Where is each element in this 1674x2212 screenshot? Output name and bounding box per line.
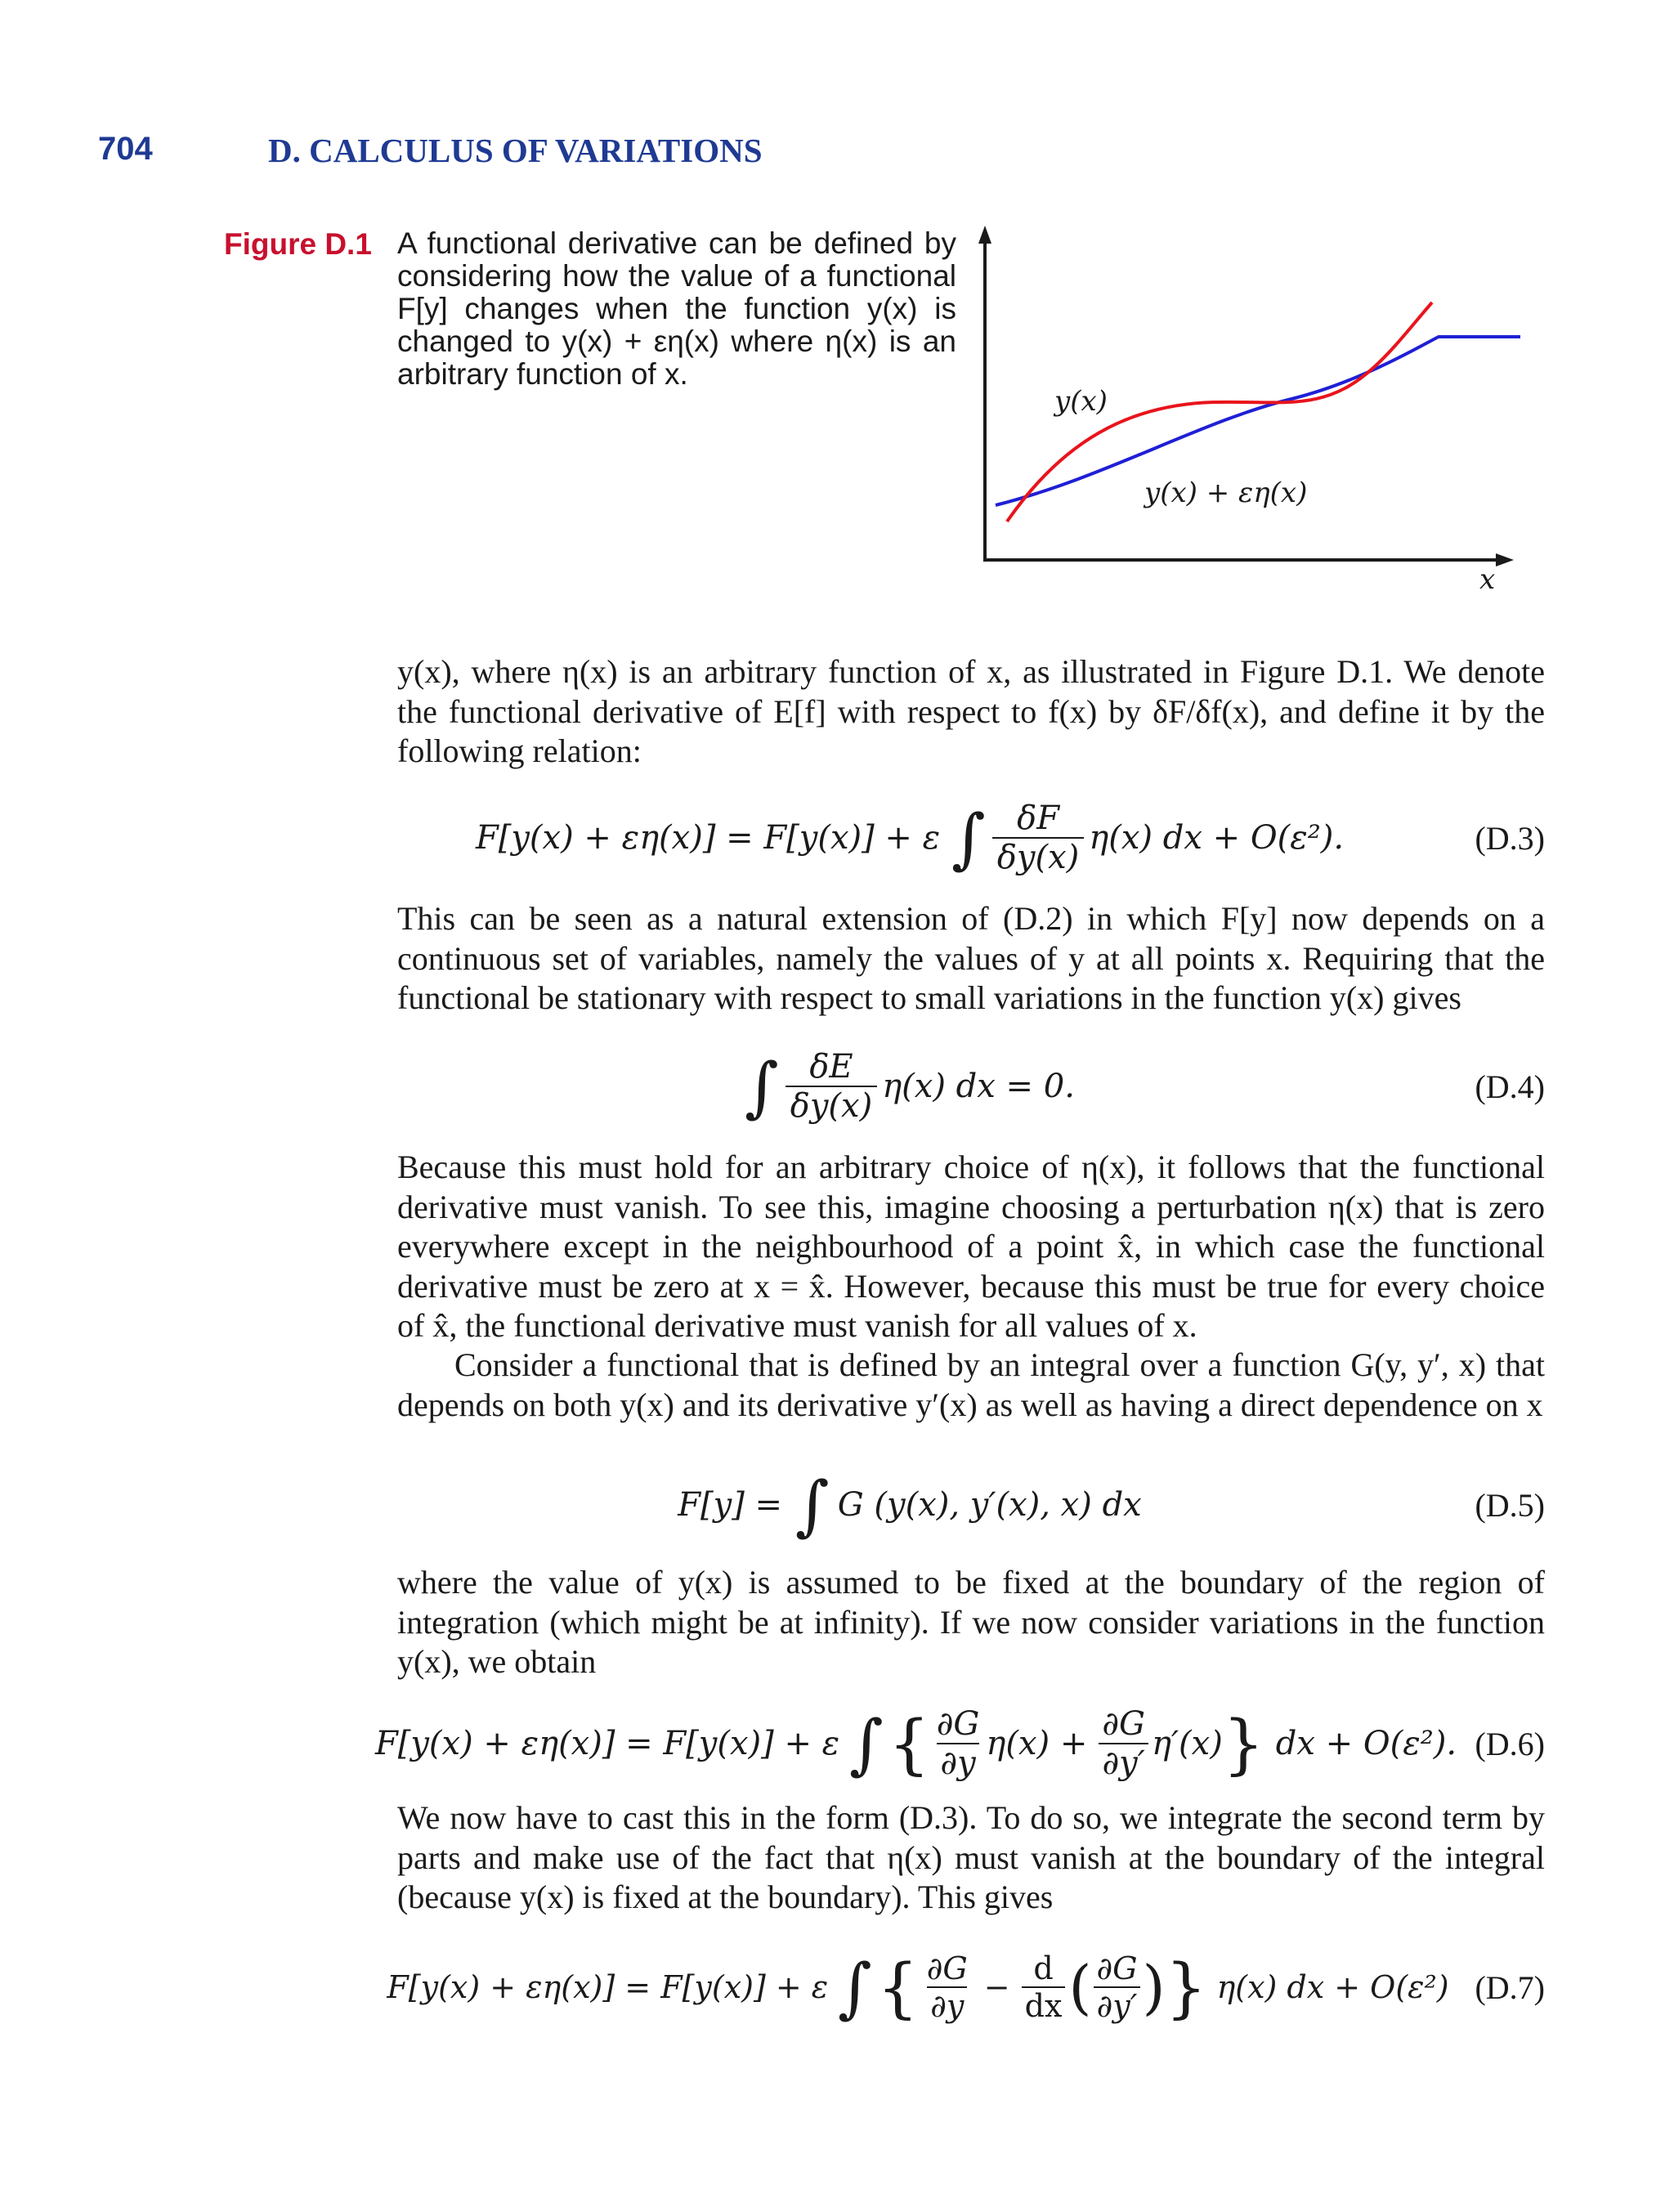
- integral-sign: ∫: [795, 1466, 830, 1543]
- eq-d6-t1-rest: η(x) +: [986, 1725, 1088, 1762]
- eq-d6-t1-den: ∂y: [937, 1743, 978, 1782]
- eq-d7-lhs: F[y(x) + εη(x)] = F[y(x)] + ε: [387, 1969, 829, 2005]
- eq-d6-t2-den: ∂y′: [1099, 1743, 1148, 1782]
- left-paren: (: [1068, 1953, 1092, 2022]
- eq-d7-d-num: d: [1033, 1950, 1054, 1986]
- paragraph-1: y(x), where η(x) is an arbitrary function of x, as illustrated in Figure D.1. We denote the functional derivative of E[f] with respect to f(x) by δF/δf(x), and define it by the following relation:: [397, 653, 1545, 769]
- x-axis-arrow: [1496, 553, 1514, 566]
- right-brace: }: [1222, 1705, 1264, 1782]
- eq-d6-t1-num: ∂G: [936, 1705, 980, 1743]
- eq-d5-lhs: F[y] =: [678, 1486, 783, 1524]
- figure-label: Figure D.1: [224, 227, 372, 261]
- eq-d4-frac-num: δE: [809, 1048, 853, 1086]
- eq-number-d3: (D.3): [1475, 819, 1545, 857]
- page-number: 704: [98, 131, 153, 167]
- eq-d3-lhs: F[y(x) + εη(x)] = F[y(x)] + ε: [475, 819, 941, 857]
- eq-d7-t2-num: ∂G: [1096, 1950, 1138, 1986]
- integral-sign: ∫: [745, 1048, 779, 1125]
- paragraph-6: We now have to cast this in the form (D.3). To do so, we integrate the second term by parts and make use of the fact that η(x) must vanish at the boundary of the integral (because y(x) is fixed at the boundary). This gives: [397, 1799, 1545, 1915]
- eq-number-d6: (D.6): [1475, 1725, 1545, 1762]
- eq-d3-frac-den: δy(x): [992, 837, 1084, 876]
- left-brace: {: [888, 1705, 930, 1782]
- eq-number-d5: (D.5): [1475, 1486, 1545, 1524]
- eq-d6-lhs: F[y(x) + εη(x)] = F[y(x)] + ε: [374, 1725, 840, 1762]
- left-brace: {: [876, 1949, 919, 2026]
- eq-d7-rest: η(x) dx + O(ε²): [1216, 1969, 1449, 2005]
- equation-d5: [397, 1460, 1545, 1550]
- eq-number-d4: (D.4): [1475, 1068, 1545, 1105]
- integral-sign: ∫: [951, 799, 986, 876]
- figure-d1-plot: [965, 221, 1520, 605]
- y-axis-arrow: [978, 226, 991, 244]
- paragraph-5: where the value of y(x) is assumed to be fixed at the boundary of the region of integration (which might be at infinity). If we now consider variations in the function y(x), we obtain: [397, 1564, 1545, 1680]
- eq-d7-d-den: dx: [1022, 1986, 1066, 2024]
- figure-caption: A functional derivative can be defined by considering how the value of a functional F[y] changes when the function y(x) is changed to y(x) + εη(x) where η(x) is an arbitrary function of x.: [397, 226, 956, 391]
- eq-d3-frac-num: δF: [1017, 799, 1059, 837]
- eq-d4-frac-den: δy(x): [786, 1086, 877, 1125]
- eq-d3-rest: η(x) dx + O(ε²).: [1089, 819, 1345, 857]
- equation-d7: [387, 1942, 1545, 2032]
- eq-d7-minus: −: [983, 1969, 1010, 2005]
- eq-d5-rest: G (y(x), y′(x), x) dx: [837, 1486, 1142, 1524]
- paragraph-4: [397, 1346, 1545, 1425]
- paragraph-2: This can be seen as a natural extension of (D.2) in which F[y] now depends on a continuous set of variables, namely the values of y at all points x. Requiring that the functional be stationary with respect to small variations in the function y(x) gives: [397, 900, 1545, 1016]
- eq-d6-rest: dx + O(ε²).: [1275, 1725, 1457, 1762]
- integral-sign: ∫: [838, 1949, 872, 2026]
- eq-number-d7: (D.7): [1475, 1968, 1545, 2006]
- eq-d7-t1-den: ∂y: [927, 1986, 967, 2024]
- chapter-title: D. CALCULUS OF VARIATIONS: [268, 132, 763, 169]
- x-axis-label: x: [1479, 563, 1496, 596]
- right-paren: ): [1142, 1953, 1166, 2022]
- equation-d4: [397, 1041, 1545, 1131]
- eq-d6-t2-rest: η′(x): [1151, 1725, 1223, 1762]
- paragraph-3: Because this must hold for an arbitrary choice of η(x), it follows that the functional derivative must vanish. To see this, imagine choosing a perturbation η(x) that is zero everywhere except in the neighbourhood of a point x̂, in which case the functional derivative must be zero at x = x̂. However, because this must be true for every choice of x̂, the functional derivative must vanish for all values of x.: [397, 1149, 1545, 1344]
- equation-d6: [374, 1699, 1545, 1789]
- integral-sign: ∫: [849, 1705, 884, 1782]
- y-curve-label: y(x): [1054, 385, 1108, 418]
- eq-d7-t1-num: ∂G: [926, 1950, 968, 1986]
- equation-d3: [397, 793, 1545, 883]
- paragraph-4-text: Consider a functional that is defined by an integral over a function G(y, y′, x) that depends on both y(x) and its derivative y′(x) as well as having a direct dependence on x: [397, 1346, 1545, 1423]
- eq-d6-t2-num: ∂G: [1102, 1705, 1145, 1743]
- right-brace: }: [1165, 1949, 1207, 2026]
- perturbed-curve-label: y(x) + εη(x): [1144, 477, 1308, 509]
- eq-d4-rest: η(x) dx = 0.: [882, 1068, 1075, 1105]
- eq-d7-t2-den: ∂y′: [1094, 1986, 1141, 2024]
